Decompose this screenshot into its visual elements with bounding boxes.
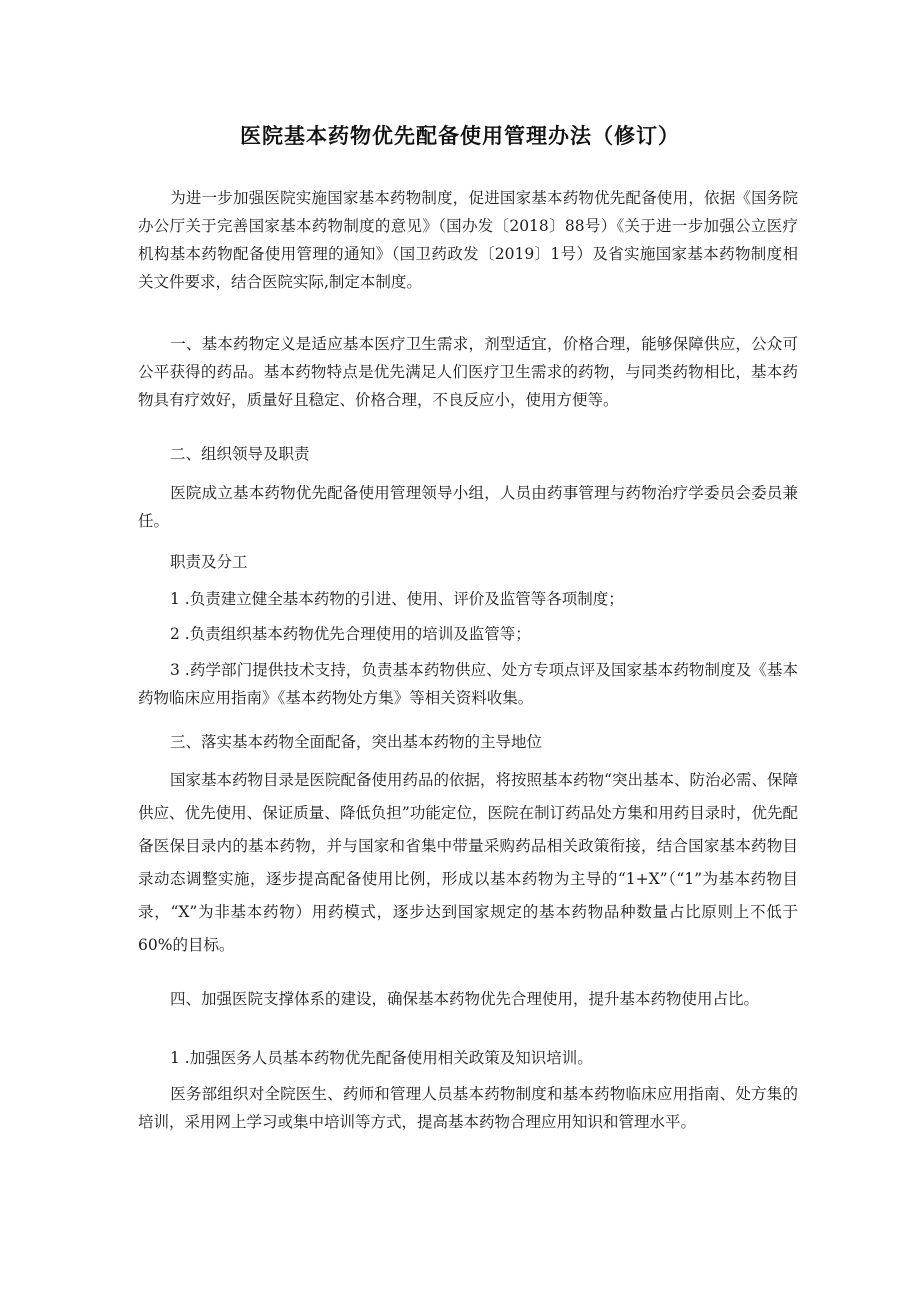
paragraph-intro bbox=[138, 184, 798, 296]
paragraph-section-4 bbox=[138, 985, 798, 1013]
section-2-body-text: 医院成立基本药物优先配备使用管理领导小组，人员由药事管理与药物治疗学委员会委员兼任。 bbox=[138, 484, 798, 530]
paragraph-section-2-body bbox=[138, 479, 798, 535]
paragraph-section-1 bbox=[138, 330, 798, 414]
paragraph-section-4-item-1-body bbox=[138, 1080, 798, 1136]
duty-item-2 bbox=[138, 620, 798, 648]
duties-heading bbox=[138, 548, 798, 576]
duty-1-text: 1 .负责建立健全基本药物的引进、使用、评价及监管等各项制度； bbox=[170, 590, 624, 608]
duty-2-text: 2 .负责组织基本药物优先合理使用的培训及监管等； bbox=[170, 625, 531, 643]
section-2-heading bbox=[138, 440, 798, 468]
section-1-text: 一、基本药物定义是适应基本医疗卫生需求，剂型适宜，价格合理，能够保障供应，公众可公平获得的药品。基本药物特点是优先满足人们医疗卫生需求的药物，与同类药物相比，基本药物具有疗效好，质量好且稳定、价格合理，不良反应小，使用方便等。 bbox=[138, 335, 798, 409]
section-3-body-text: 国家基本药物目录是医院配备使用药品的依据，将按照基本药物“突出基本、防治必需、保障供应、优先使用、保证质量、降低负担”功能定位，医院在制订药品处方集和用药目录时，优先配备医保目录内的基本药物，并与国家和省集中带量采购药品相关政策衔接，结合国家基本药物目录动态调整实施，逐步提高配备使用比例，形成以基本药物为主导的“1+X”（“1”为基本药物目录，“X”为非基本药物）用药模式，逐步达到国家规定的基本药物品种数量占比原则上不低于60%的目标。 bbox=[138, 771, 798, 954]
document-title: 医院基本药物优先配备使用管理办法（修订） bbox=[240, 124, 680, 148]
duties-heading-text: 职责及分工 bbox=[170, 553, 248, 571]
intro-text: 为进一步加强医院实施国家基本药物制度，促进国家基本药物优先配备使用，依据《国务院办公厅关于完善国家基本药物制度的意见》（国办发〔2018〕88号）《关于进一步加强公立医疗机构基本药物配备使用管理的通知》（国卫药政发〔2019〕1号）及省实施国家基本药物制度相关文件要求，结合医院实际,制定本制度。 bbox=[138, 189, 798, 291]
section-4-item-1-text: 1 .加强医务人员基本药物优先配备使用相关政策及知识培训。 bbox=[170, 1049, 593, 1067]
section-4-text: 四、加强医院支撑体系的建设，确保基本药物优先合理使用，提升基本药物使用占比。 bbox=[170, 990, 760, 1008]
section-2-heading-text: 二、组织领导及职责 bbox=[170, 445, 310, 463]
section-3-heading bbox=[138, 728, 798, 756]
duty-item-3 bbox=[138, 656, 798, 712]
paragraph-section-3-body bbox=[138, 764, 798, 962]
duty-3-text: 3 .药学部门提供技术支持，负责基本药物供应、处方专项点评及国家基本药物制度及《基本药物临床应用指南》《基本药物处方集》等相关资料收集。 bbox=[138, 661, 798, 707]
section-4-item-1-body-text: 医务部组织对全院医生、药师和管理人员基本药物制度和基本药物临床应用指南、处方集的培训，采用网上学习或集中培训等方式，提高基本药物合理应用知识和管理水平。 bbox=[138, 1085, 798, 1131]
section-3-heading-text: 三、落实基本药物全面配备，突出基本药物的主导地位 bbox=[170, 733, 543, 751]
duty-item-1 bbox=[138, 585, 798, 613]
section-4-item-1 bbox=[138, 1044, 798, 1072]
